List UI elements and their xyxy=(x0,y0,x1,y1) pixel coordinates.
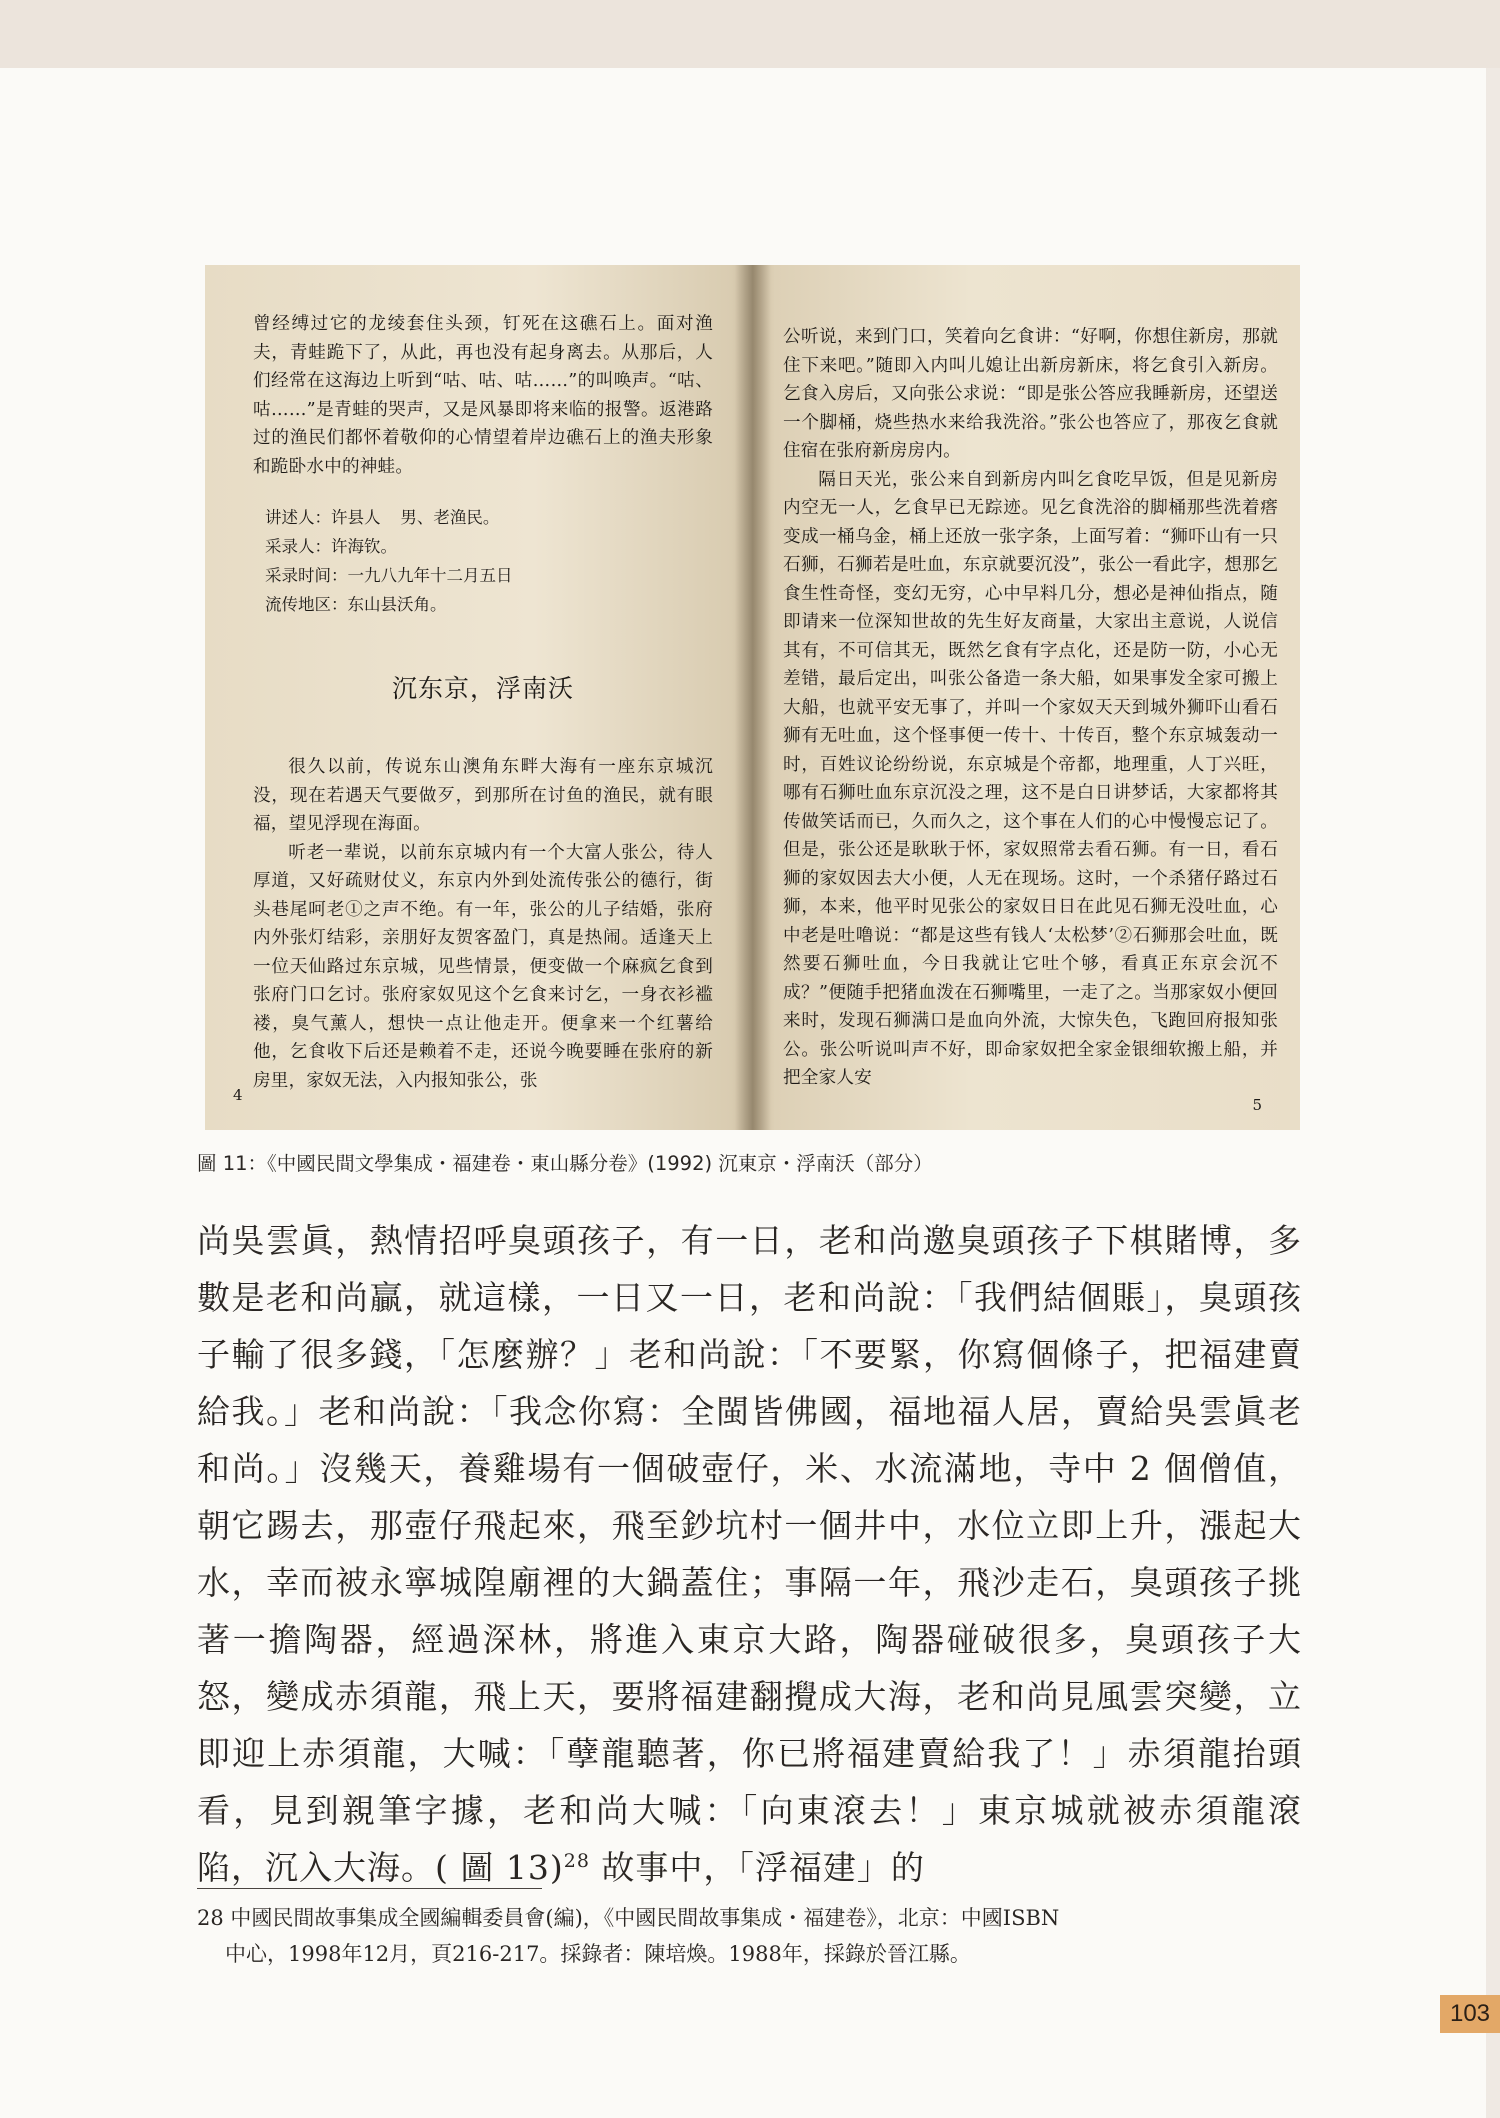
book-page-right xyxy=(753,265,1300,1130)
body-paragraph-tail: 故事中，「浮福建」的 xyxy=(589,1848,925,1887)
book-page-left xyxy=(205,265,753,1130)
book-page-number-right: 5 xyxy=(1252,1096,1262,1114)
meta-recorder: 采录人：许海钦。 xyxy=(265,537,397,556)
right-page-paragraph: 公听说，来到门口，笑着向乞食讲：“好啊，你想住新房，那就住下来吧。”随即入内叫儿媳让出新房新床，将乞食引入新房。乞食入房后，又向张公求说：“即是张公答应我睡新房，还望送一个脚桶，烧些热水来给我洗浴。”张公也答应了，那夜乞食就住宿在张府新房房内。 xyxy=(783,327,1278,461)
book-gutter-shadow xyxy=(735,265,771,1130)
figure-caption: 圖 11：《中國民間文學集成・福建卷・東山縣分卷》(1992) 沉東京・浮南沃（部分） xyxy=(197,1152,933,1175)
story-title: 沉东京，浮南沃 xyxy=(391,674,574,703)
right-edge-strip xyxy=(1486,68,1500,2118)
right-page-paragraph: 隔日天光，张公来自到新房内叫乞食吃早饭，但是见新房内空无一人，乞食早已无踪迹。见乞食洗浴的脚桶那些洗着瘩变成一桶乌金，桶上还放一张字条，上面写着：“狮吓山有一只石狮，石狮若是吐血，东京就要沉没”，张公一看此字，想那乞食生性奇怪，变幻无穷，心中早料几分，想必是神仙指点，随即请来一位深知世故的先生好友商量，大家出主意说，人说信其有，不可信其无，既然乞食有字点化，还是防一防，小心无差错，最后定出，叫张公备造一条大船，如果事发全家可搬上大船，也就平安无事了，并叫一个家奴天天到城外狮吓山看石狮有无吐血，这个怪事便一传十、十传百，整个东京城轰动一时，百姓议论纷纷说，东京城是个帝都，地理重，人丁兴旺，哪有石狮吐血东京沉没之理，这不是白日讲梦话，大家都将其传做笑话而已，久而久之，这个事在人们的心中慢慢忘记了。但是，张公还是耿耿于怀，家奴照常去看石狮。有一日，看石狮的家奴因去大小便，人无在现场。这时，一个杀猪仔路过石狮，本来，他平时见张公的家奴日日在此见石狮无没吐血，心中老是吐噜说：“都是这些有钱人‘太松梦’②石狮那会吐血，既然要石狮吐血，今日我就让它吐个够，看真正东京会沉不成？”便随手把猪血泼在石狮嘴里，一走了之。当那家奴小便回来时，发现石狮满口是血向外流，大惊失色，飞跑回府报知张公。张公听说叫声不好，即命家奴把全家金银细软搬上船，并把全家人安 xyxy=(783,469,1278,1088)
footnote-line-1: 28 中國民間故事集成全國編輯委員會(編)，《中國民間故事集成・福建卷》，北京：中國ISBN xyxy=(197,1906,1060,1930)
meta-date: 采录时间：一九八九年十二月五日 xyxy=(265,566,513,585)
story-paragraph: 听老一辈说，以前东京城内有一个大富人张公，待人厚道，又好疏财仗义，东京内外到处流传张公的德行，街头巷尾呵老①之声不绝。有一年，张公的儿子结婚，张府内外张灯结彩，亲朋好友贺客盈门，真是热闹。适逢天上一位天仙路过东京城，见些情景，便变做一个麻疯乞食到张府门口乞讨。张府家奴见这个乞食来讨乞，一身衣衫褴褛，臭气薰人，想快一点让他走开。便拿来一个红薯给他，乞食收下后还是赖着不走，还说今晚要睡在张府的新房里，家奴无法，入内报知张公，张 xyxy=(253,842,713,1091)
recording-metadata xyxy=(265,503,713,619)
body-paragraph: 尚吳雲眞，熱情招呼臭頭孩子，有一日，老和尚邀臭頭孩子下棋賭博，多數是老和尚贏，就這樣，一日又一日，老和尚說：「我們結個賬」，臭頭孩子輸了很多錢，「怎麼辦？」老和尚說：「不要緊，你寫個條子，把福建賣給我。」老和尚說：「我念你寫：全閩皆佛國，福地福人居，賣給吳雲眞老和尚。」沒幾天，養雞場有一個破壺仔，米、水流滿地，寺中 2 個僧值，朝它踢去，那壺仔飛起來，飛至鈔坑村一個井中，水位立即上升，漲起大水，幸而被永寧城隍廟裡的大鍋蓋住；事隔一年，飛沙走石，臭頭孩子挑著一擔陶器，經過深林，將進入東京大路，陶器碰破很多，臭頭孩子大怒，變成赤須龍，飛上天，要將福建翻攪成大海，老和尚見風雲突變，立即迎上赤須龍，大喊：「孽龍聽著，你已將福建賣給我了！」赤須龍抬頭看，見到親筆字據，老和尚大喊：「向東滾去！」東京城就被赤須龍滾陷，沉入大海。( 圖 13) xyxy=(197,1221,1302,1887)
footnote xyxy=(197,1900,1302,1972)
footnote-divider xyxy=(197,1888,542,1889)
body-text xyxy=(197,1212,1302,1896)
top-decorative-band xyxy=(0,0,1500,68)
story-paragraph: 很久以前，传说东山澳角东畔大海有一座东京城沉没，现在若遇天气要做歹，到那所在讨鱼的渔民，就有眼福，望见浮现在海面。 xyxy=(253,757,713,834)
meta-narrator: 讲述人：许县人 男、老渔民。 xyxy=(265,508,500,527)
book-page-number-left: 4 xyxy=(233,1086,243,1104)
page-number-badge: 103 xyxy=(1440,1995,1500,2033)
meta-region: 流传地区：东山县沃角。 xyxy=(265,595,447,614)
book-spread-photo xyxy=(205,265,1300,1130)
footnote-line-2: 中心，1998年12月，頁216-217。採錄者：陳培煥。1988年，採錄於晉江縣。 xyxy=(225,1942,971,1966)
left-page-paragraph: 曾经缚过它的龙绫套住头颈，钉死在这礁石上。面对渔夫，青蛙跪下了，从此，再也没有起身离去。从那后，人们经常在这海边上听到“咕、咕、咕……”的叫唤声。“咕、咕……”是青蛙的哭声，又是风暴即将来临的报警。返港路过的渔民们都怀着敬仰的心情望着岸边礁石上的渔夫形象和跪卧水中的神蛙。 xyxy=(253,314,713,477)
footnote-reference[interactable]: 28 xyxy=(563,1850,590,1872)
